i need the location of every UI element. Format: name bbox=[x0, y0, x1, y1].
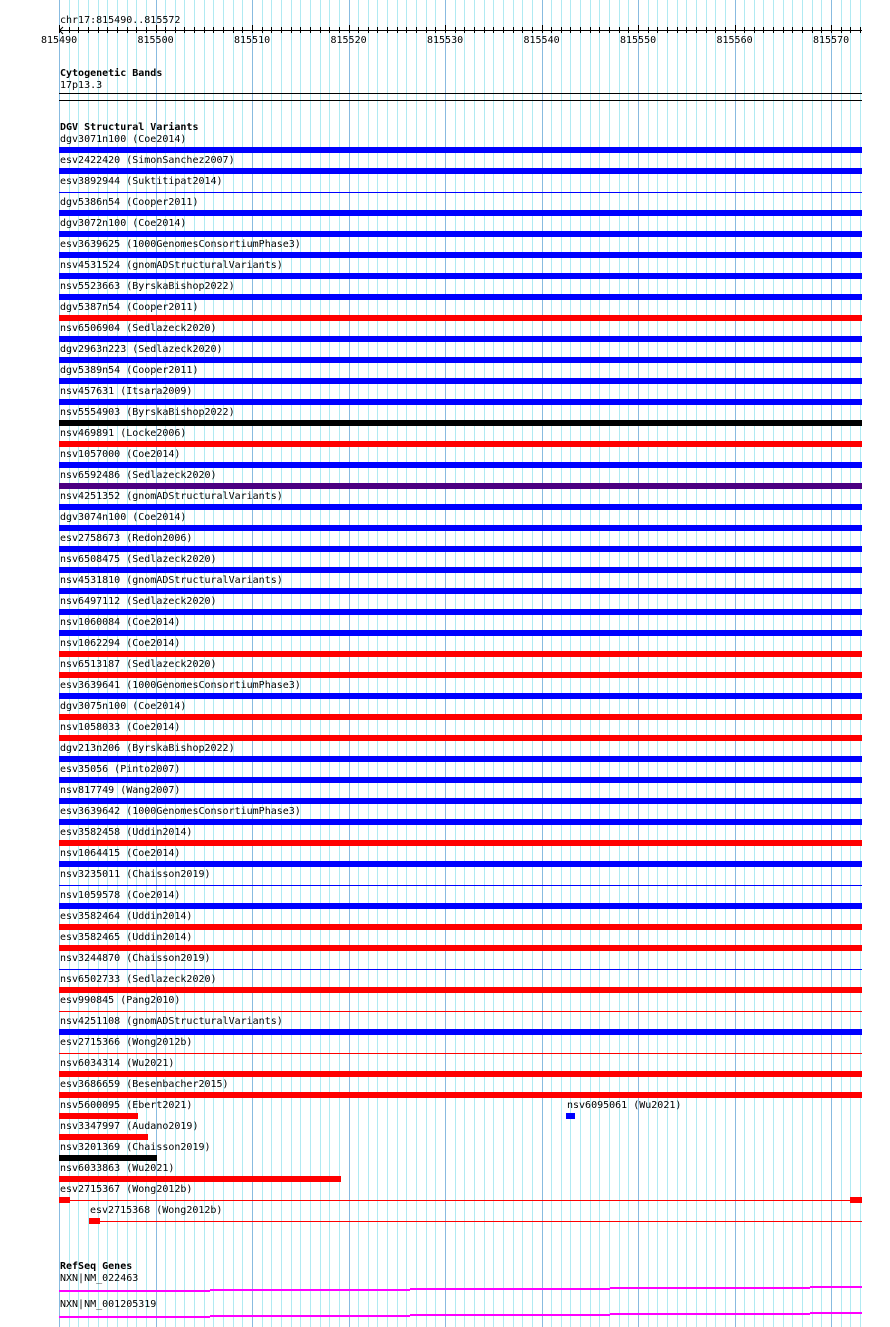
variant-bar[interactable] bbox=[59, 462, 862, 468]
variant-line[interactable] bbox=[59, 885, 862, 886]
variant-label[interactable]: nsv457631 (Itsara2009) bbox=[60, 386, 193, 397]
variant-label[interactable]: esv990845 (Pang2010) bbox=[60, 995, 181, 1006]
variant-bar[interactable] bbox=[59, 1155, 157, 1161]
variant-bar[interactable] bbox=[59, 147, 862, 153]
gene-label[interactable]: NXN|NM_022463 bbox=[60, 1273, 139, 1284]
variant-bar[interactable] bbox=[59, 987, 862, 993]
ruler-tick-label: 815510 bbox=[234, 35, 271, 46]
variant-bar[interactable] bbox=[59, 1134, 148, 1140]
variant-bar[interactable] bbox=[59, 1113, 138, 1119]
variant-label[interactable]: nsv3235011 (Chaisson2019) bbox=[60, 869, 211, 880]
variant-bar[interactable] bbox=[59, 651, 862, 657]
variant-label[interactable]: dgv3072n100 (Coe2014) bbox=[60, 218, 187, 229]
variant-label[interactable]: nsv1062294 (Coe2014) bbox=[60, 638, 181, 649]
variant-label[interactable]: nsv817749 (Wang2007) bbox=[60, 785, 181, 796]
gene-model-line[interactable] bbox=[710, 1313, 810, 1315]
variant-label[interactable]: esv3639641 (1000GenomesConsortiumPhase3) bbox=[60, 680, 301, 691]
variant-bar[interactable] bbox=[59, 798, 862, 804]
variant-label[interactable]: esv3686659 (Besenbacher2015) bbox=[60, 1079, 229, 1090]
variant-block[interactable] bbox=[89, 1218, 100, 1224]
variant-label[interactable]: nsv5600095 (Ebert2021) bbox=[60, 1100, 193, 1111]
ruler-tick-label: 815540 bbox=[523, 35, 560, 46]
variant-label[interactable]: nsv6095061 (Wu2021) bbox=[567, 1100, 682, 1111]
variant-line[interactable] bbox=[89, 1221, 862, 1222]
variant-bar[interactable] bbox=[59, 840, 862, 846]
variant-label[interactable]: nsv3347997 (Audano2019) bbox=[60, 1121, 199, 1132]
variant-label[interactable]: dgv3071n100 (Coe2014) bbox=[60, 134, 187, 145]
variant-bar[interactable] bbox=[59, 336, 862, 342]
variant-label[interactable]: nsv1064415 (Coe2014) bbox=[60, 848, 181, 859]
variant-label[interactable]: nsv4251352 (gnomADStructuralVariants) bbox=[60, 491, 283, 502]
variant-label[interactable]: nsv4531810 (gnomADStructuralVariants) bbox=[60, 575, 283, 586]
variant-label[interactable]: dgv3074n100 (Coe2014) bbox=[60, 512, 187, 523]
variant-label[interactable]: nsv6502733 (Sedlazeck2020) bbox=[60, 974, 217, 985]
gene-model-line[interactable] bbox=[610, 1313, 710, 1315]
variant-bar[interactable] bbox=[59, 1092, 862, 1098]
variant-bar[interactable] bbox=[59, 168, 862, 174]
variant-bar[interactable] bbox=[59, 273, 862, 279]
variant-bar[interactable] bbox=[59, 1071, 862, 1077]
variant-bar[interactable] bbox=[59, 294, 862, 300]
gene-model-line[interactable] bbox=[810, 1286, 862, 1288]
ruler-tick-label: 815570 bbox=[813, 35, 850, 46]
variant-bar[interactable] bbox=[59, 693, 862, 699]
gene-model-line[interactable] bbox=[210, 1315, 310, 1317]
gene-model-line[interactable] bbox=[59, 1316, 110, 1318]
variant-bar[interactable] bbox=[59, 441, 862, 447]
refseq-track-title: RefSeq Genes bbox=[60, 1261, 133, 1272]
gene-model-line[interactable] bbox=[210, 1289, 310, 1291]
cytoband-track-title: Cytogenetic Bands bbox=[60, 68, 163, 79]
variant-line[interactable] bbox=[59, 969, 862, 970]
variant-line[interactable] bbox=[59, 192, 862, 193]
variant-block[interactable] bbox=[850, 1197, 862, 1203]
variant-label[interactable]: esv3892944 (Suktitipat2014) bbox=[60, 176, 223, 187]
variant-label[interactable]: esv2422420 (SimonSanchez2007) bbox=[60, 155, 235, 166]
variant-bar[interactable] bbox=[59, 924, 862, 930]
gene-model-line[interactable] bbox=[810, 1312, 862, 1314]
gene-model-line[interactable] bbox=[310, 1315, 410, 1317]
variant-bar[interactable] bbox=[59, 315, 862, 321]
variant-label[interactable]: esv2715368 (Wong2012b) bbox=[90, 1205, 223, 1216]
dgv-track-title: DGV Structural Variants bbox=[60, 122, 199, 133]
variant-label[interactable]: esv2715366 (Wong2012b) bbox=[60, 1037, 193, 1048]
ruler-tick-label: 815500 bbox=[137, 35, 174, 46]
variant-label[interactable]: nsv6034314 (Wu2021) bbox=[60, 1058, 175, 1069]
ruler-tick-label: 815490 bbox=[41, 35, 78, 46]
ruler-position-label: chr17:815490..815572 bbox=[60, 15, 181, 26]
variant-bar[interactable] bbox=[59, 819, 862, 825]
variant-label[interactable]: nsv4251108 (gnomADStructuralVariants) bbox=[60, 1016, 283, 1027]
ruler-tick-label: 815530 bbox=[427, 35, 464, 46]
gene-model-line[interactable] bbox=[110, 1316, 210, 1318]
variant-bar[interactable] bbox=[59, 756, 862, 762]
variant-bar[interactable] bbox=[59, 504, 862, 510]
variant-bar[interactable] bbox=[59, 231, 862, 237]
ruler-arrow bbox=[60, 31, 64, 35]
variant-label[interactable]: nsv1060084 (Coe2014) bbox=[60, 617, 181, 628]
variant-bar[interactable] bbox=[59, 252, 862, 258]
variant-label[interactable]: esv3639625 (1000GenomesConsortiumPhase3) bbox=[60, 239, 301, 250]
gene-model-line[interactable] bbox=[310, 1289, 410, 1291]
variant-bar[interactable] bbox=[59, 567, 862, 573]
variant-bar[interactable] bbox=[59, 210, 862, 216]
ruler-arrow bbox=[60, 27, 64, 31]
variant-bar[interactable] bbox=[59, 714, 862, 720]
variant-label[interactable]: esv3582458 (Uddin2014) bbox=[60, 827, 193, 838]
gene-model-line[interactable] bbox=[410, 1288, 510, 1290]
variant-bar[interactable] bbox=[59, 420, 862, 426]
variant-label[interactable]: dgv213n206 (ByrskaBishop2022) bbox=[60, 743, 235, 754]
gene-model-line[interactable] bbox=[710, 1287, 810, 1289]
cytoband-line bbox=[59, 93, 862, 94]
variant-label[interactable]: nsv1057000 (Coe2014) bbox=[60, 449, 181, 460]
variant-bar[interactable] bbox=[59, 1176, 341, 1182]
variant-bar[interactable] bbox=[59, 399, 862, 405]
ruler-tick-label: 815520 bbox=[330, 35, 367, 46]
variant-label[interactable]: nsv5554903 (ByrskaBishop2022) bbox=[60, 407, 235, 418]
variant-label[interactable]: nsv3244870 (Chaisson2019) bbox=[60, 953, 211, 964]
variant-label[interactable]: nsv6592486 (Sedlazeck2020) bbox=[60, 470, 217, 481]
ruler-tick-label: 815560 bbox=[716, 35, 753, 46]
variant-bar[interactable] bbox=[59, 903, 862, 909]
variant-label[interactable]: nsv6513187 (Sedlazeck2020) bbox=[60, 659, 217, 670]
variant-bar[interactable] bbox=[59, 378, 862, 384]
variant-label[interactable]: nsv469891 (Locke2006) bbox=[60, 428, 187, 439]
gene-model-line[interactable] bbox=[510, 1288, 610, 1290]
variant-line[interactable] bbox=[59, 1053, 862, 1054]
variant-label[interactable]: nsv6506904 (Sedlazeck2020) bbox=[60, 323, 217, 334]
variant-block[interactable] bbox=[59, 1197, 70, 1203]
variant-label[interactable]: nsv6033863 (Wu2021) bbox=[60, 1163, 175, 1174]
variant-label[interactable]: esv2758673 (Redon2006) bbox=[60, 533, 193, 544]
ruler-tick-label: 815550 bbox=[620, 35, 657, 46]
variant-label[interactable]: nsv6497112 (Sedlazeck2020) bbox=[60, 596, 217, 607]
variant-bar[interactable] bbox=[59, 588, 862, 594]
variant-label[interactable]: nsv5523663 (ByrskaBishop2022) bbox=[60, 281, 235, 292]
variant-label[interactable]: nsv1058033 (Coe2014) bbox=[60, 722, 181, 733]
gene-model-line[interactable] bbox=[610, 1287, 710, 1289]
variant-bar[interactable] bbox=[59, 672, 862, 678]
gene-label[interactable]: NXN|NM_001205319 bbox=[60, 1299, 157, 1310]
variant-label[interactable]: dgv5389n54 (Cooper2011) bbox=[60, 365, 199, 376]
gene-model-line[interactable] bbox=[510, 1314, 610, 1316]
cytoband-label: 17p13.3 bbox=[60, 80, 103, 91]
gene-model-line[interactable] bbox=[59, 1290, 110, 1292]
variant-label[interactable]: esv2715367 (Wong2012b) bbox=[60, 1184, 193, 1195]
variant-label[interactable]: dgv5387n54 (Cooper2011) bbox=[60, 302, 199, 313]
track-divider bbox=[59, 100, 862, 101]
variant-bar[interactable] bbox=[59, 1029, 862, 1035]
variant-bar[interactable] bbox=[59, 630, 862, 636]
variant-label[interactable]: esv3582465 (Uddin2014) bbox=[60, 932, 193, 943]
variant-line[interactable] bbox=[59, 1200, 862, 1201]
variant-label[interactable]: nsv6508475 (Sedlazeck2020) bbox=[60, 554, 217, 565]
variant-label[interactable]: nsv1059578 (Coe2014) bbox=[60, 890, 181, 901]
variant-bar[interactable] bbox=[59, 357, 862, 363]
variant-bar[interactable] bbox=[59, 609, 862, 615]
variant-label[interactable]: esv3582464 (Uddin2014) bbox=[60, 911, 193, 922]
variant-bar[interactable] bbox=[59, 546, 862, 552]
variant-label[interactable]: nsv3201369 (Chaisson2019) bbox=[60, 1142, 211, 1153]
variant-bar[interactable] bbox=[566, 1113, 575, 1119]
variant-label[interactable]: dgv3075n100 (Coe2014) bbox=[60, 701, 187, 712]
variant-label[interactable]: esv35056 (Pinto2007) bbox=[60, 764, 181, 775]
variant-label[interactable]: dgv5386n54 (Cooper2011) bbox=[60, 197, 199, 208]
variant-label[interactable]: dgv2963n223 (Sedlazeck2020) bbox=[60, 344, 223, 355]
variant-bar[interactable] bbox=[59, 777, 862, 783]
variant-bar[interactable] bbox=[59, 735, 862, 741]
variant-bar[interactable] bbox=[59, 861, 862, 867]
gene-model-line[interactable] bbox=[110, 1290, 210, 1292]
variant-bar[interactable] bbox=[59, 525, 862, 531]
variant-label[interactable]: esv3639642 (1000GenomesConsortiumPhase3) bbox=[60, 806, 301, 817]
gene-model-line[interactable] bbox=[410, 1314, 510, 1316]
variant-bar[interactable] bbox=[59, 945, 862, 951]
variant-bar[interactable] bbox=[59, 483, 862, 489]
variant-label[interactable]: nsv4531524 (gnomADStructuralVariants) bbox=[60, 260, 283, 271]
variant-line[interactable] bbox=[59, 1011, 862, 1012]
